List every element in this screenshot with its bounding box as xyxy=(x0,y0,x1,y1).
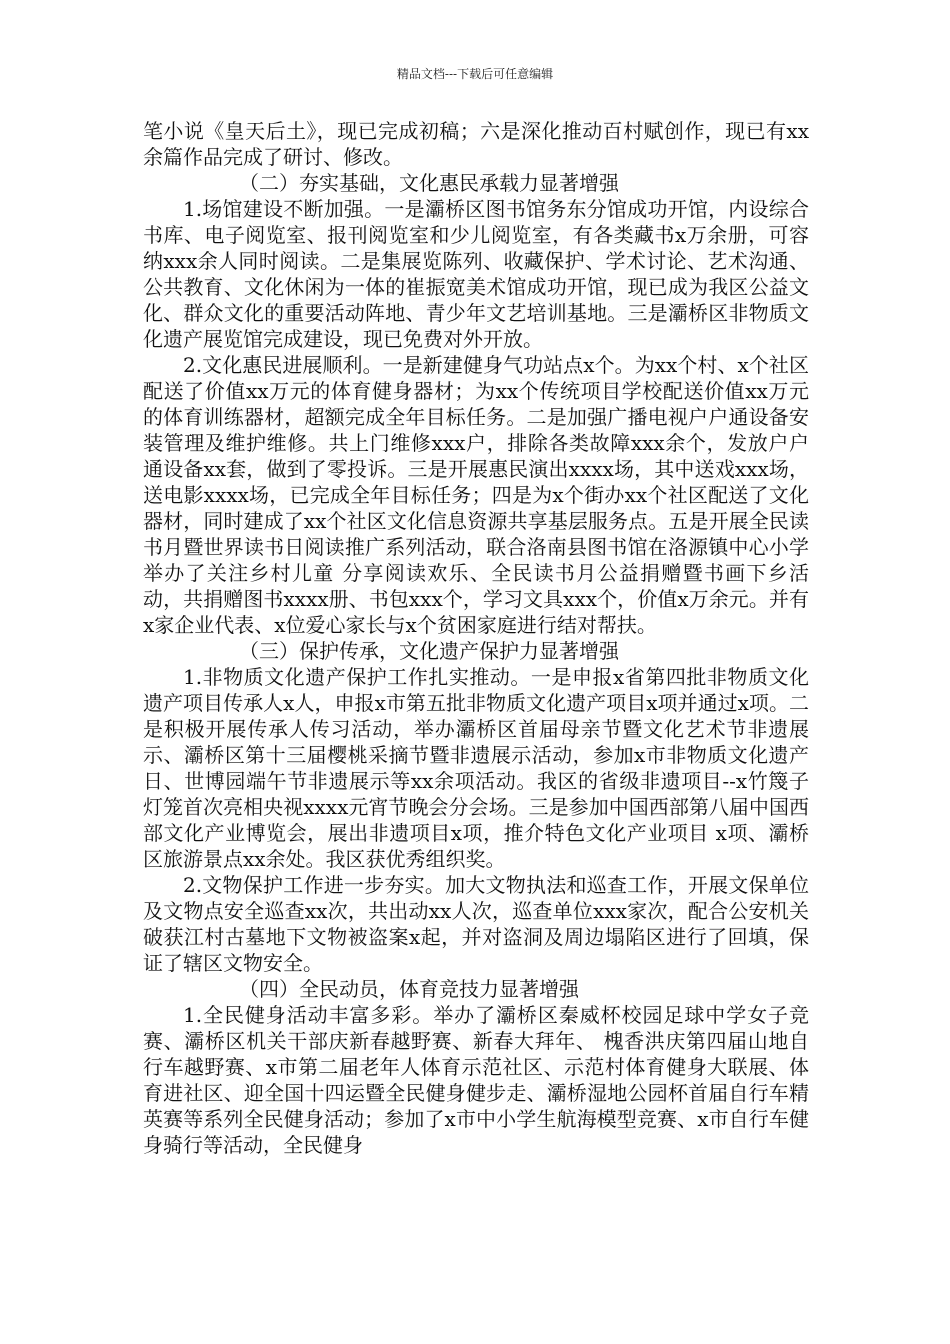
document-body xyxy=(143,118,809,1158)
section-heading-2: （二）夯实基础，文化惠民承载力显著增强 xyxy=(239,171,619,195)
paragraph-intangible-heritage: 1.非物质文化遗产保护工作扎实推动。一是申报x省第四批非物质文化遗产项目传承人x人，申报x市第五批非物质文化遗产项目x项并通过x项。二是积极开展传承人传习活动，举办灞桥区首届母亲节暨文化艺术节非遗展示、灞桥区第十三届樱桃采摘节暨非遗展示活动，参加x市非物质文化遗产日、世博园端午节非遗展示等xx余项活动。我区的省级非遗项目--x竹篾子灯笼首次亮相央视xxxx元宵节晚会分会场。三是参加中国西部第八届中国西部文化产业博览会，展出非遗项目x项，推介特色文化产业项目 x项、灞桥区旅游景点xx余处。我区获优秀组织奖。 xyxy=(143,665,809,871)
section-heading-3: （三）保护传承，文化遗产保护力显著增强 xyxy=(239,639,619,663)
section-heading-4: （四）全民动员，体育竞技力显著增强 xyxy=(239,977,579,1001)
paragraph-fitness-activities: 1.全民健身活动丰富多彩。举办了灞桥区秦威杯校园足球中学女子竞赛、灞桥区机关干部庆新春越野赛、新春大拜年、 槐香洪庆第四届山地自行车越野赛、x市第二届老年人体育示范社区、示范村体育健身大联展、体育进社区、迎全国十四运暨全民健身健步走、灞桥湿地公园杯首届自行车精英赛等系列全民健身活动；参加了x市中小学生航海模型竞赛、x市自行车健身骑行等活动，全民健身 xyxy=(143,1003,809,1157)
paragraph-cultural-benefits: 2.文化惠民进展顺利。一是新建健身气功站点x个。为xx个村、x个社区配送了价值xx万元的体育健身器材；为xx个传统项目学校配送价值xx万元的体育训练器材，超额完成全年目标任务。二是加强广播电视户户通设备安装管理及维护维修。共上门维修xxx户，排除各类故障xxx余个，发放户户通设备xx套，做到了零投诉。三是开展惠民演出xxxx场，其中送戏xxx场，送电影xxxx场，已完成全年目标任务；四是为x个街办xx个社区配送了文化器材，同时建成了xx个社区文化信息资源共享基层服务点。五是开展全民读书月暨世界读书日阅读推广系列活动，联合洛南县图书馆在洛源镇中心小学举办了关注乡村儿童 分享阅读欢乐、全民读书月公益捐赠暨书画下乡活动，共捐赠图书xxxx册、书包xxx个，学习文具xxx个，价值x万余元。并有x家企业代表、x位爱心家长与x个贫困家庭进行结对帮扶。 xyxy=(143,353,809,637)
page-header: 精品文档---下载后可任意编辑 xyxy=(396,67,554,81)
paragraph-relic-protection: 2.文物保护工作进一步夯实。加大文物执法和巡查工作，开展文保单位及文物点安全巡查xx次，共出动xx人次，巡查单位xxx家次，配合公安机关破获江村古墓地下文物被盗案x起，并对盗洞及周边塌陷区进行了回填，保证了辖区文物安全。 xyxy=(143,873,809,975)
paragraph-continuation: 笔小说《皇天后土》，现已完成初稿；六是深化推动百村赋创作，现已有xx余篇作品完成了研讨、修改。 xyxy=(143,119,809,169)
paragraph-venue-construction: 1.场馆建设不断加强。一是灞桥区图书馆务东分馆成功开馆，内设综合书库、电子阅览室、报刊阅览室和少儿阅览室，有各类藏书x万余册，可容纳xxx余人同时阅读。二是集展览陈列、收藏保护、学术讨论、艺术沟通、公共教育、文化休闲为一体的崔振宽美术馆成功开馆，现已成为我区公益文化、群众文化的重要活动阵地、青少年文艺培训基地。三是灞桥区非物质文化遗产展览馆完成建设，现已免费对外开放。 xyxy=(143,197,809,351)
